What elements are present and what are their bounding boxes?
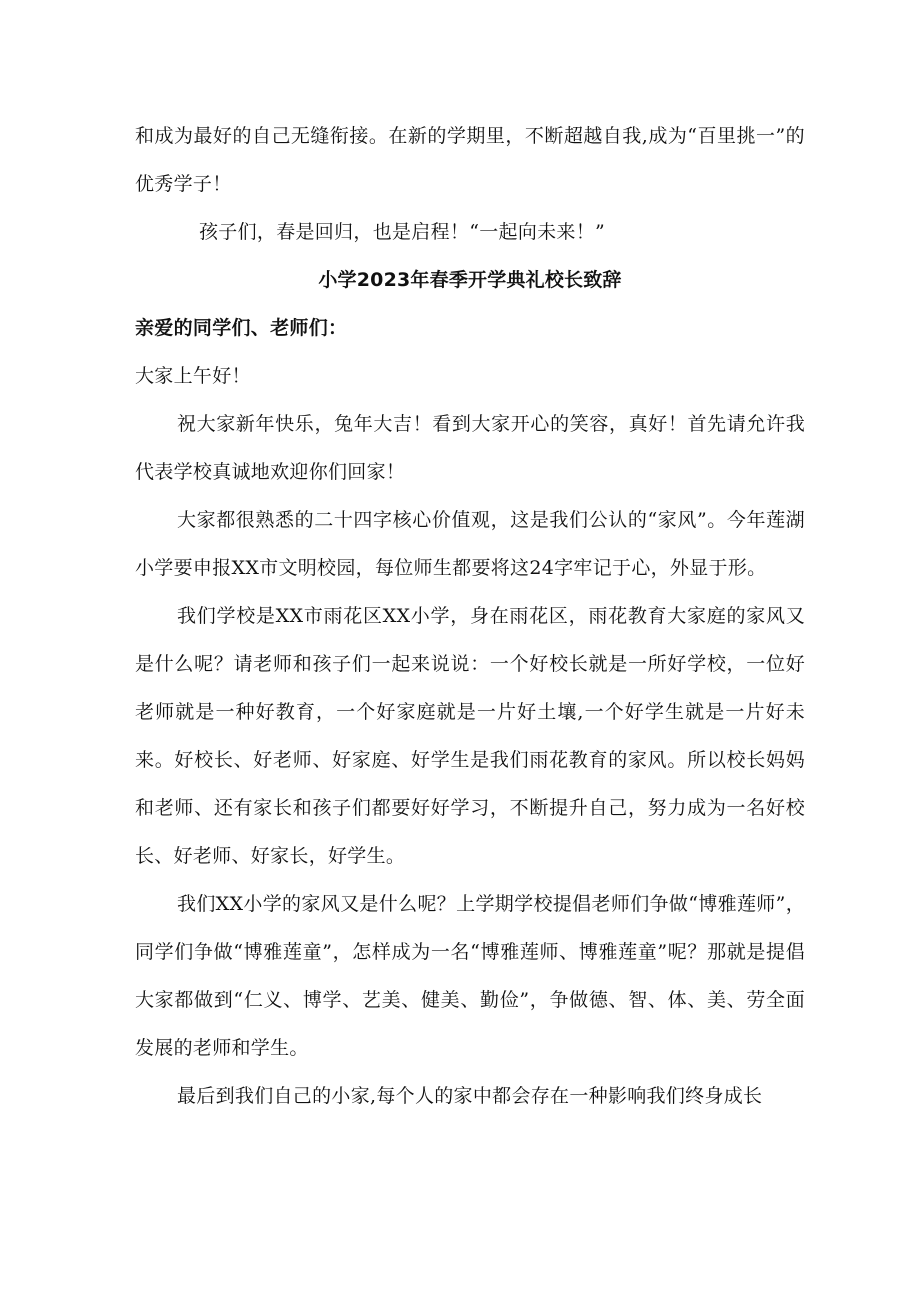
body-paragraph-welcome: 祝大家新年快乐，兔年大吉！看到大家开心的笑容，真好！首先请允许我代表学校真诚地欢迎你们回家！ (135, 413, 805, 483)
closing-line: 孩子们，春是回归，也是启程！“一起向未来！” (199, 221, 606, 243)
body-paragraph-district-culture: 我们学校是XX市雨花区XX小学，身在雨花区，雨花教育大家庭的家风又是什么呢？请老师和孩子们一起来说说：一个好校长就是一所好学校，一位好老师就是一种好教育，一个好家庭就是一片好土壤,一个好学生就是一片好未来。好校长、好老师、好家庭、好学生是我们雨花教育的家风。所以校长妈妈和老师、还有家长和孩子们都要好好学习，不断提升自己，努力成为一名好校长、好老师、好家长，好学生。 (135, 605, 805, 867)
speech-title: 小学2023年春季开学典礼校长致辞 (318, 269, 622, 291)
body-paragraph-family-culture: 最后到我们自己的小家,每个人的家中都会存在一种影响我们终身成长 (177, 1085, 763, 1107)
document-page (135, 112, 805, 1120)
body-paragraph-core-values: 大家都很熟悉的二十四字核心价值观，这是我们公认的“家风”。今年莲湖小学要申报XX市文明校园，每位师生都要将这24字牢记于心，外显于形。 (135, 509, 805, 579)
body-paragraph-school-culture: 我们XX小学的家风又是什么呢？上学期学校提倡老师们争做“博雅莲师”，同学们争做“博雅莲童”，怎样成为一名“博雅莲师、博雅莲童”呢？那就是提倡大家都做到“仁义、博学、艺美、健美、勤俭”，争做德、智、体、美、劳全面发展的老师和学生。 (135, 893, 805, 1059)
continuation-paragraph: 和成为最好的自己无缝衔接。在新的学期里，不断超越自我,成为“百里挑一”的优秀学子！ (135, 125, 805, 195)
salutation: 亲爱的同学们、老师们： (135, 317, 348, 339)
greeting: 大家上午好！ (135, 365, 251, 387)
